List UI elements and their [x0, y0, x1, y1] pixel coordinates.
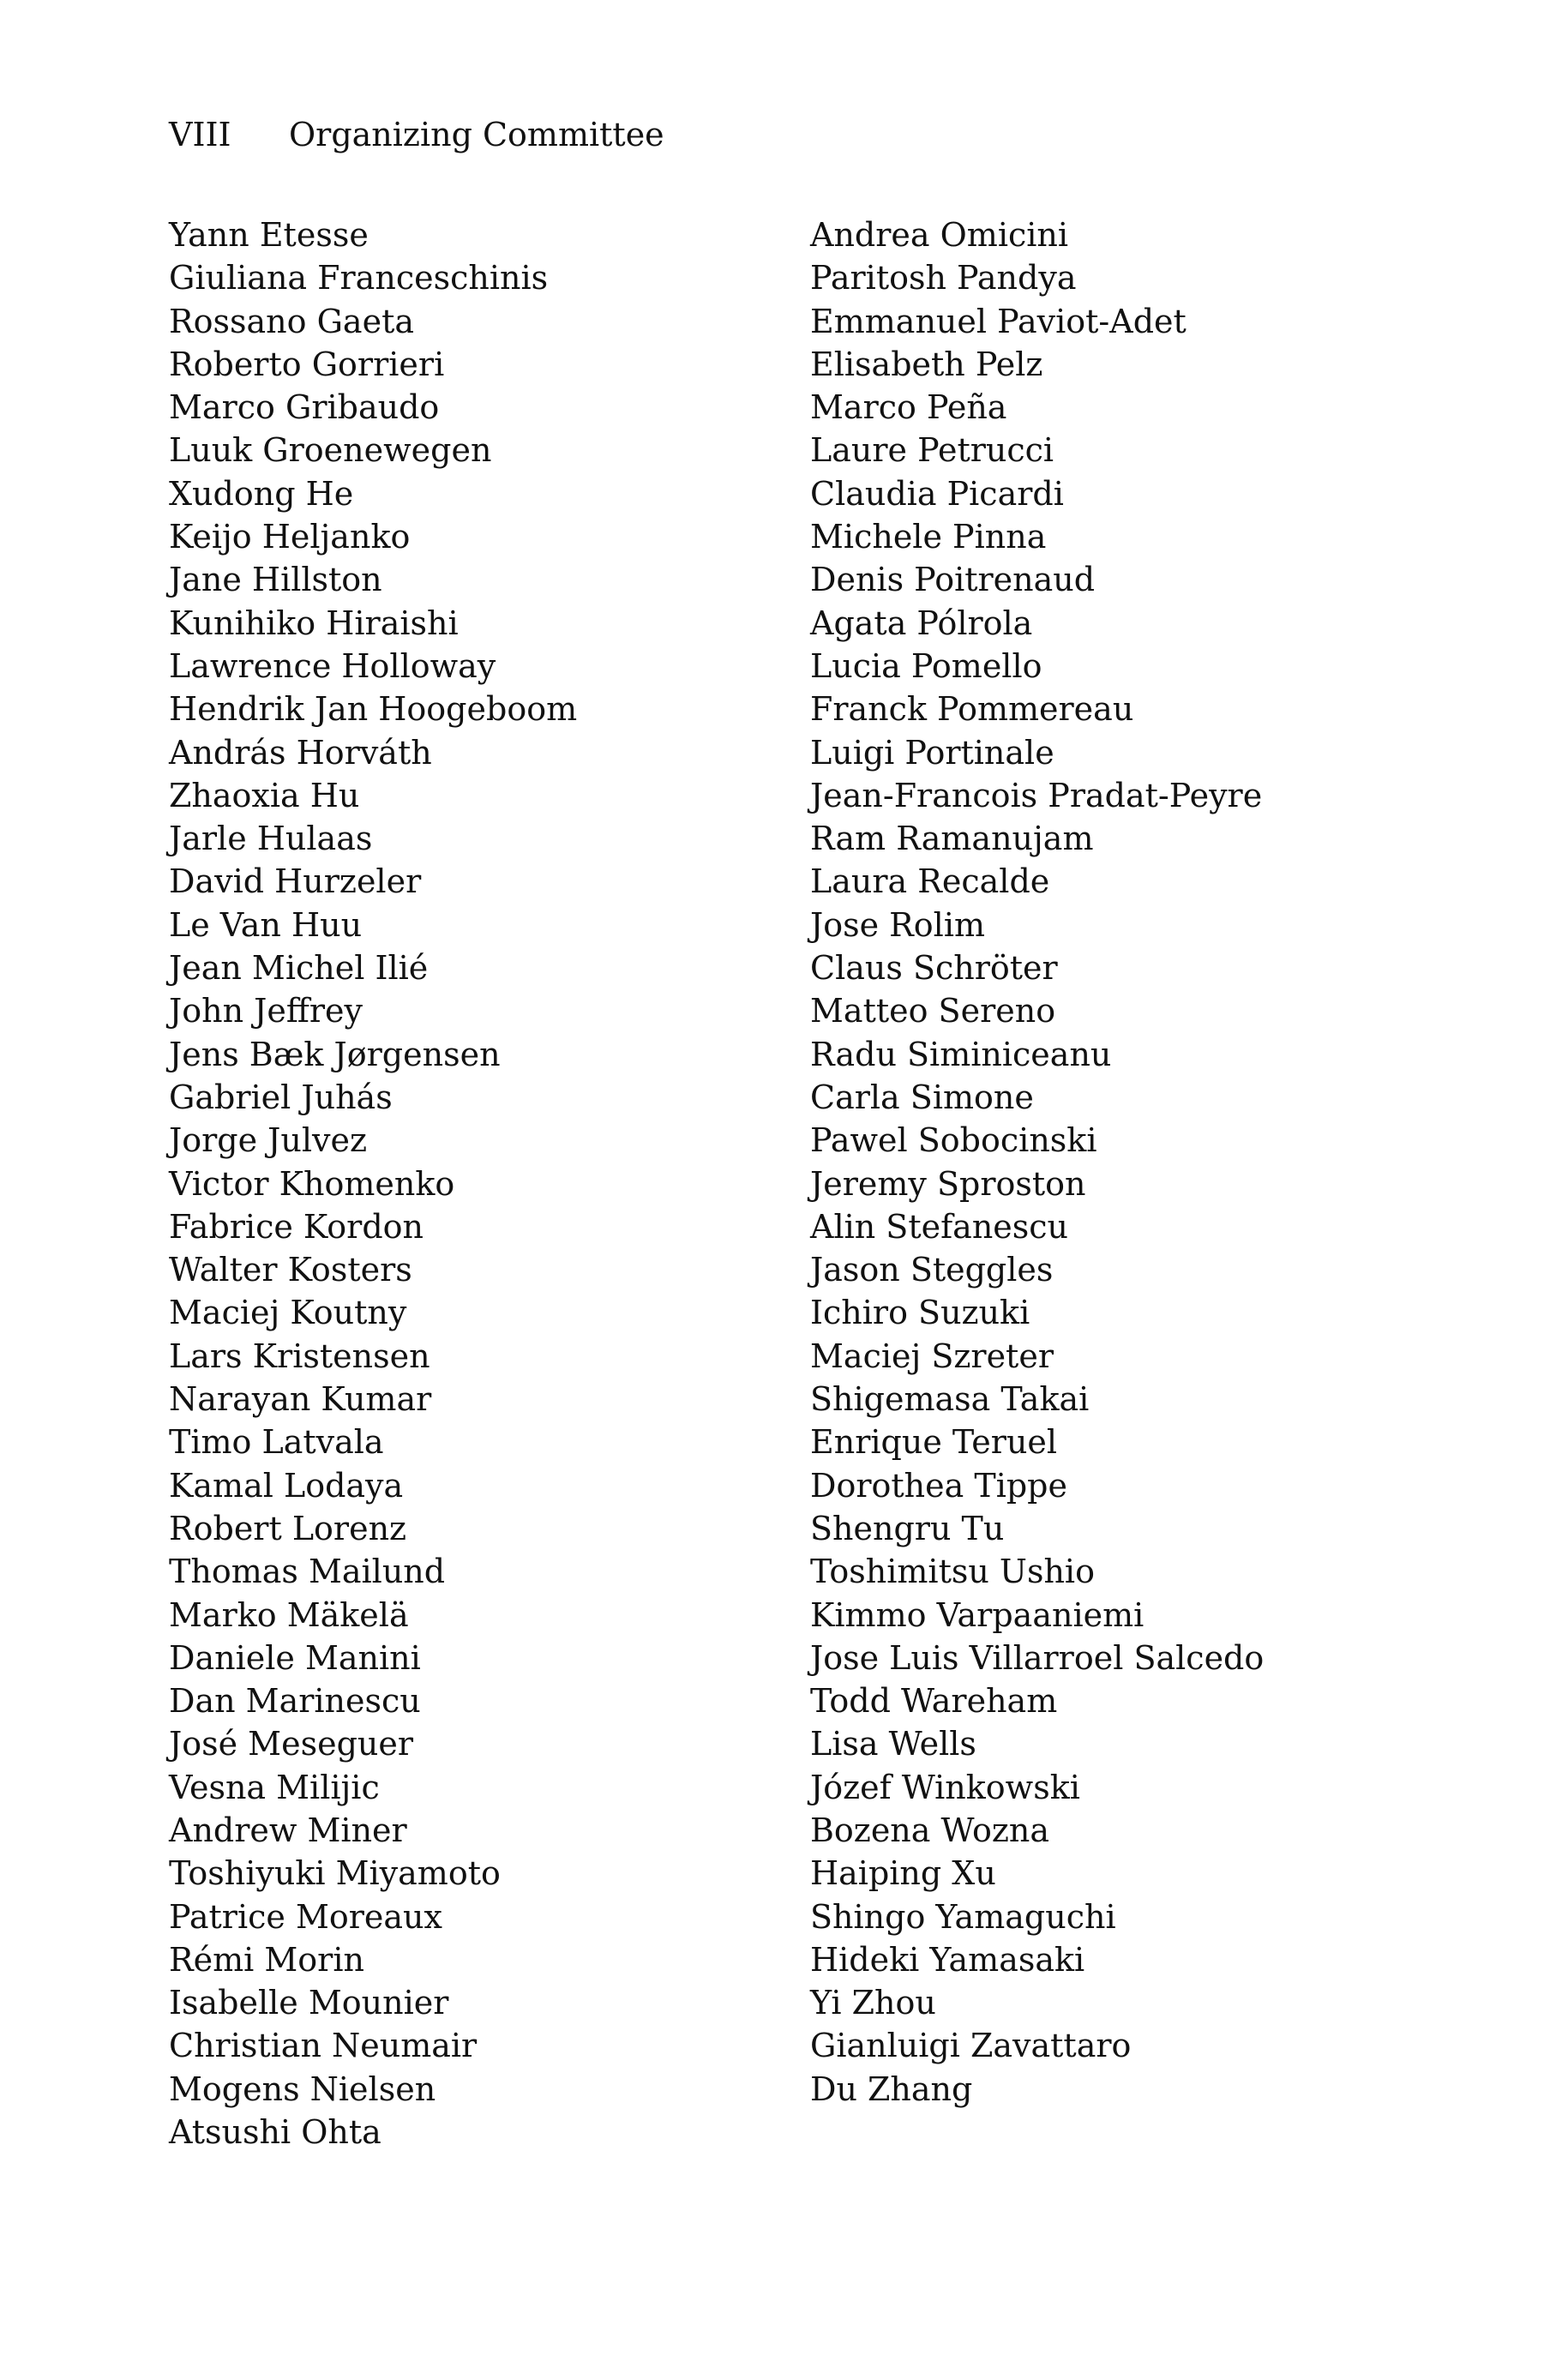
- committee-member-name: Zhaoxia Hu: [169, 776, 360, 814]
- committee-member-name: Robert Lorenz: [169, 1509, 407, 1547]
- committee-member-name: Fabrice Kordon: [169, 1207, 424, 1246]
- committee-member-name: Jane Hillston: [169, 561, 382, 599]
- committee-member-name: Maciej Koutny: [169, 1294, 407, 1332]
- committee-member-name: Shengru Tu: [810, 1509, 1005, 1547]
- committee-member-name: Yann Etesse: [169, 216, 369, 254]
- committee-member-name: Shigemasa Takai: [810, 1380, 1090, 1419]
- committee-member-name: Dorothea Tippe: [810, 1466, 1067, 1505]
- committee-member-name: Hideki Yamasaki: [810, 1940, 1085, 1979]
- committee-member-name: Jason Steggles: [810, 1251, 1054, 1289]
- committee-member-name: Lars Kristensen: [169, 1337, 430, 1375]
- left-name-column: [169, 213, 769, 2154]
- committee-member-name: Elisabeth Pelz: [810, 345, 1043, 383]
- committee-member-name: Jose Luis Villarroel Salcedo: [810, 1638, 1265, 1677]
- committee-member-name: Haiping Xu: [810, 1854, 996, 1893]
- committee-member-name: Toshiyuki Miyamoto: [169, 1854, 501, 1893]
- committee-member-name: András Horváth: [169, 733, 432, 772]
- committee-member-name: Vesna Milijic: [169, 1768, 380, 1806]
- committee-member-name: Todd Wareham: [810, 1682, 1058, 1721]
- committee-member-name: Kimmo Varpaaniemi: [810, 1595, 1144, 1634]
- committee-member-name: Timo Latvala: [169, 1423, 384, 1462]
- committee-member-name: Narayan Kumar: [169, 1380, 432, 1419]
- committee-member-name: Keijo Heljanko: [169, 518, 411, 556]
- committee-member-name: Ichiro Suzuki: [810, 1294, 1030, 1332]
- committee-member-name: Lisa Wells: [810, 1725, 976, 1763]
- committee-member-name: Andrea Omicini: [810, 216, 1069, 254]
- committee-member-name: Atsushi Ohta: [169, 2113, 381, 2152]
- committee-member-name: Marco Gribaudo: [169, 388, 440, 427]
- committee-member-name: Xudong He: [169, 474, 354, 513]
- committee-member-name: Denis Poitrenaud: [810, 561, 1096, 599]
- committee-member-name: Gabriel Juhás: [169, 1078, 393, 1116]
- committee-member-name: Jean-Francois Pradat-Peyre: [810, 776, 1263, 814]
- committee-member-name: Franck Pommereau: [810, 690, 1134, 729]
- committee-member-name: Gianluigi Zavattaro: [810, 2027, 1132, 2065]
- committee-member-name: Christian Neumair: [169, 2027, 478, 2065]
- committee-member-name: Radu Siminiceanu: [810, 1035, 1112, 1073]
- committee-member-name: Michele Pinna: [810, 518, 1047, 556]
- committee-member-name: Shingo Yamaguchi: [810, 1897, 1116, 1936]
- committee-member-name: Lucia Pomello: [810, 646, 1042, 685]
- committee-member-name: David Hurzeler: [169, 862, 422, 901]
- committee-member-name: Marco Peña: [810, 388, 1007, 427]
- committee-member-name: Jarle Hulaas: [169, 820, 373, 858]
- committee-member-name: Andrew Miner: [169, 1811, 407, 1849]
- committee-member-name: Rémi Morin: [169, 1940, 364, 1979]
- committee-member-name: Bozena Wozna: [810, 1811, 1050, 1849]
- committee-member-name: Toshimitsu Ushio: [810, 1553, 1095, 1591]
- running-header: [169, 118, 664, 151]
- committee-member-name: Jorge Julvez: [169, 1121, 368, 1160]
- committee-member-name: Ram Ramanujam: [810, 820, 1094, 858]
- committee-member-name: Agata Pólrola: [810, 604, 1033, 642]
- committee-member-name: Kunihiko Hiraishi: [169, 604, 459, 642]
- committee-member-name: Patrice Moreaux: [169, 1897, 442, 1936]
- committee-member-name: Carla Simone: [810, 1078, 1034, 1116]
- committee-member-name: Claus Schröter: [810, 949, 1058, 988]
- committee-member-name: Jeremy Sproston: [810, 1164, 1086, 1203]
- committee-member-name: Thomas Mailund: [169, 1553, 446, 1591]
- section-title: Organizing Committee: [289, 116, 664, 153]
- committee-member-name: Jean Michel Ilié: [169, 949, 429, 988]
- committee-member-name: Maciej Szreter: [810, 1337, 1054, 1375]
- committee-member-name: John Jeffrey: [169, 992, 363, 1030]
- committee-member-name: Matteo Sereno: [810, 992, 1056, 1030]
- committee-member-name: Rossano Gaeta: [169, 302, 415, 340]
- committee-member-name: Enrique Teruel: [810, 1423, 1058, 1462]
- committee-member-name: Marko Mäkelä: [169, 1595, 409, 1634]
- committee-member-name: Emmanuel Paviot-Adet: [810, 302, 1187, 340]
- committee-member-name: Pawel Sobocinski: [810, 1121, 1097, 1160]
- committee-member-name: Jose Rolim: [810, 905, 986, 944]
- committee-member-name: Daniele Manini: [169, 1638, 421, 1677]
- right-name-column: [810, 213, 1513, 2111]
- committee-member-name: Roberto Gorrieri: [169, 345, 445, 383]
- committee-member-name: Du Zhang: [810, 2070, 973, 2108]
- committee-member-name: Luigi Portinale: [810, 733, 1054, 772]
- committee-member-name: Lawrence Holloway: [169, 646, 496, 685]
- committee-member-name: Claudia Picardi: [810, 474, 1064, 513]
- committee-member-name: Laure Petrucci: [810, 431, 1054, 470]
- committee-member-name: Walter Kosters: [169, 1251, 412, 1289]
- committee-member-name: Mogens Nielsen: [169, 2070, 436, 2108]
- committee-member-name: Le Van Huu: [169, 905, 363, 944]
- committee-member-name: José Meseguer: [169, 1725, 414, 1763]
- committee-member-name: Victor Khomenko: [169, 1164, 455, 1203]
- committee-member-name: Giuliana Franceschinis: [169, 259, 549, 297]
- committee-member-name: Luuk Groenewegen: [169, 431, 492, 470]
- committee-member-name: Józef Winkowski: [810, 1768, 1080, 1806]
- page-number: VIII: [169, 116, 231, 153]
- committee-member-name: Jens Bæk Jørgensen: [169, 1035, 501, 1073]
- committee-member-name: Kamal Lodaya: [169, 1466, 404, 1505]
- committee-member-name: Yi Zhou: [810, 1984, 936, 2022]
- committee-member-name: Alin Stefanescu: [810, 1207, 1069, 1246]
- committee-member-name: Isabelle Mounier: [169, 1984, 449, 2022]
- committee-member-name: Dan Marinescu: [169, 1682, 421, 1721]
- committee-member-name: Paritosh Pandya: [810, 259, 1077, 297]
- committee-member-name: Laura Recalde: [810, 862, 1050, 901]
- committee-member-name: Hendrik Jan Hoogeboom: [169, 690, 578, 729]
